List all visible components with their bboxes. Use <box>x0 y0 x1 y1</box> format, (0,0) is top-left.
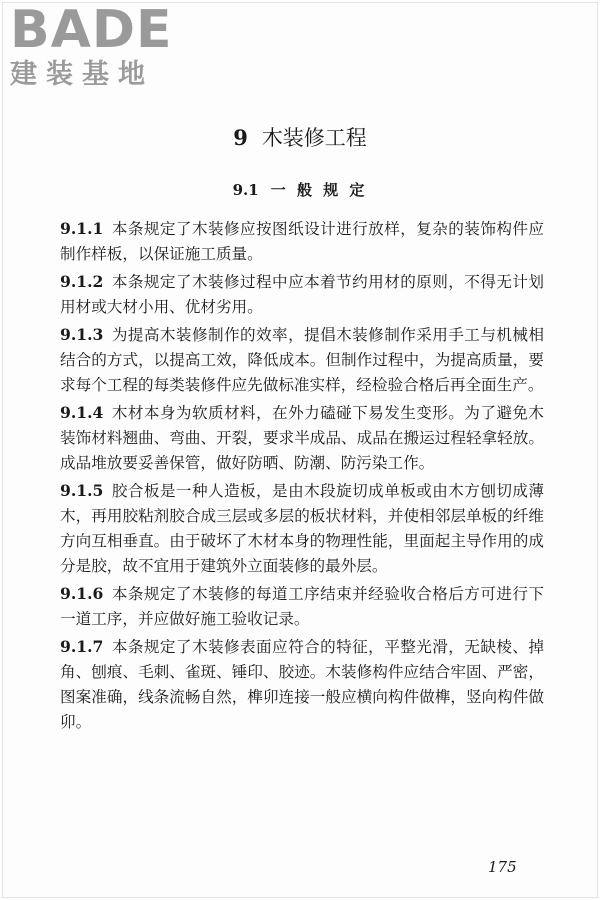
clause-9-1-1 <box>60 216 544 267</box>
clause-text: 木材本身为软质材料，在外力磕碰下易发生变形。为了避免木装饰材料翘曲、弯曲、开裂，要求半成品、成品在搬运过程轻拿轻放。成品堆放要妥善保管，做好防晒、防潮、防污染工作。 <box>60 404 544 472</box>
clause-number: 9.1.2 <box>60 272 104 291</box>
clause-number: 9.1.5 <box>60 481 104 500</box>
clause-number: 9.1.1 <box>60 219 104 238</box>
clause-number: 9.1.7 <box>60 637 104 656</box>
clause-text: 本条规定了木装修应按图纸设计进行放样，复杂的装饰构件应制作样板，以保证施工质量。 <box>60 220 544 263</box>
clause-number: 9.1.4 <box>60 403 104 422</box>
clause-text: 为提高木装修制作的效率，提倡木装修制作采用手工与机械相结合的方式，以提高工效，降低成本。但制作过程中，为提高质量，要求每个工程的每类装修件应先做标准实样，经检验合格后再全面生产。 <box>60 326 544 394</box>
chapter-title <box>0 123 600 153</box>
section-name: 一 般 规 定 <box>270 181 368 199</box>
clause-9-1-5 <box>60 478 544 579</box>
logo-subtitle: 建装基地 <box>10 59 154 90</box>
section-title <box>0 179 600 201</box>
clause-number: 9.1.6 <box>60 584 104 603</box>
clause-9-1-2 <box>60 269 544 320</box>
chapter-number: 9 <box>233 125 248 150</box>
page-number: 175 <box>488 858 517 876</box>
clause-list <box>60 216 544 737</box>
clause-text: 本条规定了木装修表面应符合的特征，平整光滑，无缺棱、掉角、刨痕、毛刺、雀斑、锤印、胶迹。木装修构件应结合牢固、严密，图案准确，线条流畅自然，榫卯连接一般应横向构件做榫，竖向构件做卯。 <box>60 638 544 731</box>
clause-9-1-4 <box>60 400 544 476</box>
clause-text: 胶合板是一种人造板，是由木段旋切成单板或由木方刨切成薄木，再用胶粘剂胶合成三层或多层的板状材料，并使相邻层单板的纤维方向互相垂直。由于破坏了木材本身的物理性能，里面起主导作用的成分是胶，故不宜用于建筑外立面装修的最外层。 <box>60 482 544 575</box>
chapter-name: 木装修工程 <box>261 126 367 150</box>
clause-text: 本条规定了木装修过程中应本着节约用材的原则，不得无计划用材或大材小用、优材劣用。 <box>60 273 544 316</box>
section-number: 9.1 <box>232 181 259 199</box>
logo-brand: BADE <box>10 0 173 60</box>
clause-9-1-3 <box>60 322 544 398</box>
clause-9-1-6 <box>60 581 544 632</box>
clause-text: 本条规定了木装修的每道工序结束并经验收合格后方可进行下一道工序，并应做好施工验收记录。 <box>60 585 544 628</box>
logo <box>10 2 180 90</box>
clause-9-1-7 <box>60 634 544 735</box>
clause-number: 9.1.3 <box>60 325 104 344</box>
